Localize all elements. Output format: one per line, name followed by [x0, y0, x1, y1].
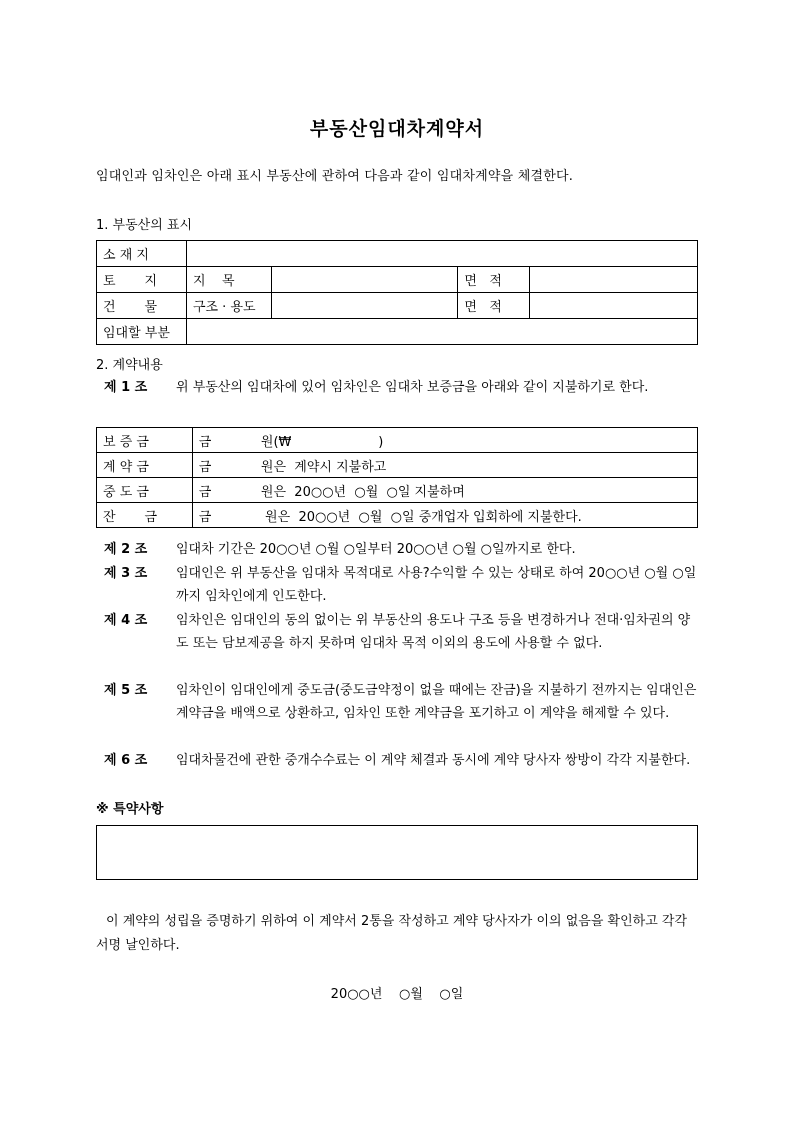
building-structure-label: 구조 · 용도 — [186, 293, 271, 319]
document-title: 부동산임대차계약서 — [309, 118, 485, 140]
article-text: 임차인이 임대인에게 중도금(중도금약정이 없을 때에는 잔금)을 지불하기 전까지는 임대인은 계약금을 배액으로 상환하고, 임차인 또한 계약금을 포기하고 이 계약을 해제할 수 있다. — [176, 683, 701, 721]
building-structure-field[interactable] — [271, 293, 458, 319]
balance-label: 잔 금 — [97, 503, 193, 528]
lease-part-label: 임대할 부분 — [97, 319, 187, 345]
article-number: 제 4 조 — [104, 613, 148, 628]
section-heading-property: 1. 부동산의 표시 — [96, 218, 193, 233]
land-label: 토 지 — [97, 267, 187, 293]
table-row — [97, 241, 698, 267]
article-number: 제 6 조 — [104, 753, 148, 768]
down-payment-value: 금 원은 계약시 지불하고 — [192, 453, 697, 478]
table-row — [97, 267, 698, 293]
location-label: 소 재 지 — [97, 241, 187, 267]
closing-statement: 이 계약의 성립을 증명하기 위하여 이 계약서 2통을 작성하고 계약 당사자가 이의 없음을 확인하고 각각 서명 날인하다. — [96, 914, 688, 953]
table-row — [97, 319, 698, 345]
property-table — [96, 240, 698, 345]
section-heading-contract: 2. 계약내용 — [96, 358, 163, 373]
building-area-field[interactable] — [530, 293, 698, 319]
land-category-field[interactable] — [271, 267, 458, 293]
special-terms-box[interactable] — [96, 825, 698, 880]
article-number: 제 5 조 — [104, 683, 148, 698]
article-text: 임대인은 위 부동산을 임대차 목적대로 사용?수익할 수 있는 상태로 하여 20○○년 ○월 ○일까지 임차인에게 인도한다. — [176, 566, 697, 604]
article-text: 임대차물건에 관한 중개수수료는 이 계약 체결과 동시에 계약 당사자 쌍방이 각각 지불한다. — [176, 753, 691, 768]
article-text: 임대차 기간은 20○○년 ○월 ○일부터 20○○년 ○월 ○일까지로 한다. — [176, 542, 576, 557]
contract-date: 20○○년 ○월 ○일 — [330, 987, 464, 1002]
deposit-value: 금 원(₩ ) — [192, 428, 697, 453]
payment-table — [96, 427, 698, 528]
building-area-label: 면 적 — [458, 293, 530, 319]
interim-payment-label: 중 도 금 — [97, 478, 193, 503]
table-row — [97, 428, 698, 453]
interim-payment-value: 금 원은 20○○년 ○월 ○일 지불하며 — [192, 478, 697, 503]
table-row — [97, 503, 698, 528]
table-row — [97, 453, 698, 478]
table-row — [97, 293, 698, 319]
article-1 — [104, 376, 704, 424]
down-payment-label: 계 약 금 — [97, 453, 193, 478]
lease-part-field[interactable] — [186, 319, 697, 345]
article-text: 임차인은 임대인의 동의 없이는 위 부동산의 용도나 구조 등을 변경하거나 전대·임차권의 양도 또는 담보제공을 하지 못하며 임대차 목적 이외의 용도에 사용할 수 없다. — [176, 613, 691, 651]
deposit-label: 보 증 금 — [97, 428, 193, 453]
land-area-field[interactable] — [530, 267, 698, 293]
land-category-label: 지 목 — [186, 267, 271, 293]
article-text: 위 부동산의 임대차에 있어 임차인은 임대차 보증금을 아래와 같이 지불하기로 한다. — [176, 380, 649, 395]
special-terms-heading: ※ 특약사항 — [96, 802, 164, 817]
table-row — [97, 478, 698, 503]
article-number: 제 2 조 — [104, 542, 148, 557]
building-label: 건 물 — [97, 293, 187, 319]
intro-text: 임대인과 임차인은 아래 표시 부동산에 관하여 다음과 같이 임대차계약을 체결한다. — [96, 169, 574, 184]
location-value-field[interactable] — [186, 241, 697, 267]
article-number: 제 3 조 — [104, 566, 148, 581]
land-area-label: 면 적 — [458, 267, 530, 293]
balance-value: 금 원은 20○○년 ○월 ○일 중개업자 입회하에 지불한다. — [192, 503, 697, 528]
article-number: 제 1 조 — [104, 380, 148, 395]
